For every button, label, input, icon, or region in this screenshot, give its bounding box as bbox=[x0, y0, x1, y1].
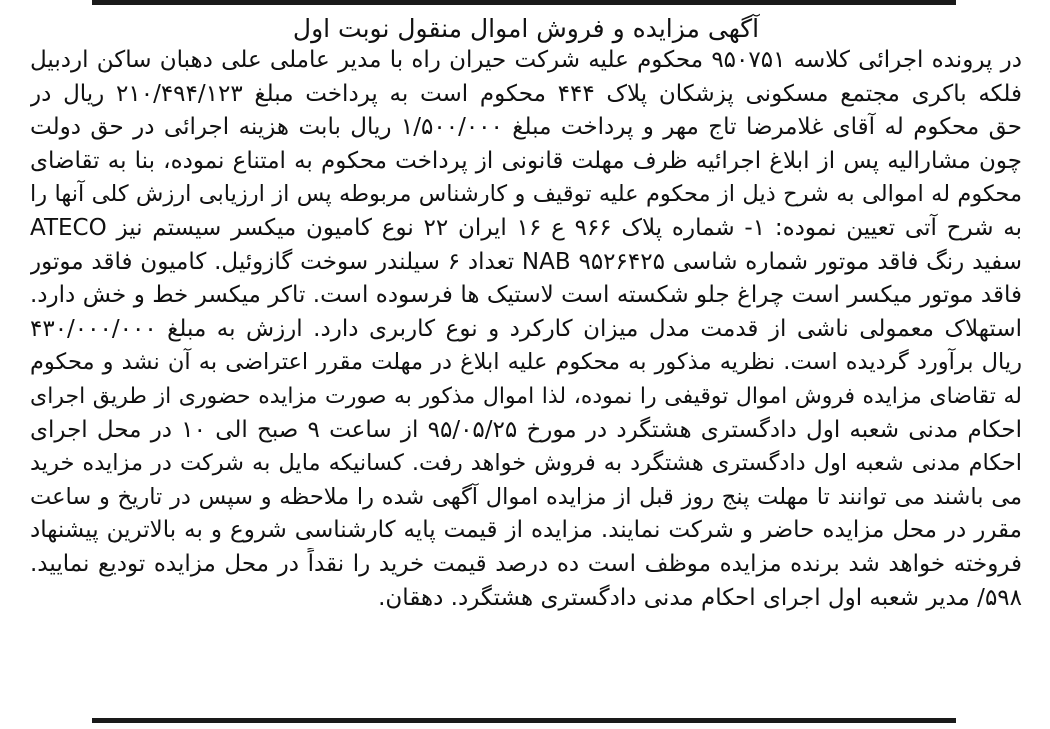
notice-line: احکام مدنی شعبه اول دادگستری هشتگرد به فروش خواهد رفت. کسانیکه مایل به شرکت در مزایده خرید bbox=[30, 450, 1022, 477]
notice-signature-line: ۵۹۸/ مدیر شعبه اول اجرای احکام مدنی دادگستری هشتگرد. دهقان. bbox=[378, 584, 1022, 611]
notice-line: محکوم له اموالی به شرح ذیل از محکوم علیه توقیف و کارشناس مربوطه پس از ارزیابی ارزش کلی آنها را bbox=[30, 181, 1022, 208]
notice-line: چون مشارالیه پس از ابلاغ اجرائیه ظرف مهلت قانونی از پرداخت محکوم به امتناع نموده، بنا به تقاضای bbox=[30, 147, 1022, 174]
notice-line: احکام مدنی شعبه اول دادگستری هشتگرد در مورخ ۹۵/۰۵/۲۵ از ساعت ۹ صبح الی ۱۰ در محل اجرای bbox=[30, 416, 1022, 443]
notice-title: آگهی مزایده و فروش اموال منقول نوبت اول bbox=[292, 14, 760, 43]
notice-line: سفید رنگ فاقد موتور شماره شاسی NAB ۹۵۲۶۴۲۵ تعداد ۶ سیلندر سوخت گازوئیل. کامیون فاقد موتور bbox=[30, 248, 1022, 275]
top-rule bbox=[92, 0, 956, 5]
notice-line: له تقاضای مزایده فروش اموال توقیفی را نموده، لذا اموال مذکور به صورت مزایده حضوری از طریق اجرای bbox=[30, 383, 1022, 409]
notice-line: حق محکوم له آقای غلامرضا تاج مهر و پرداخت مبلغ ۱/۵۰۰/۰۰۰ ریال بابت هزینه اجرائی در حق دولت bbox=[30, 114, 1022, 141]
notice-line: استهلاک معمولی ناشی از قدمت مدل میزان کارکرد و نوع کاربری دارد. ارزش به مبلغ ۴۳۰/۰۰۰/۰۰۰ bbox=[30, 315, 1022, 342]
notice-line: در پرونده اجرائی کلاسه ۹۵۰۷۵۱ محکوم علیه شرکت حیران راه با مدیر عاملی علی دهبان ساکن اردبیل bbox=[30, 47, 1022, 73]
notice-line: به شرح آتی تعیین نموده: ۱- شماره پلاک ۹۶۶ ع ۱۶ ایران ۲۲ نوع کامیون میکسر سیستم نیز ATECO bbox=[30, 214, 1022, 241]
notice-line: فروخته خواهد شد برنده مزایده موظف است ده درصد قیمت خرید را نقداً در محل مزایده تودیع نمایید. bbox=[30, 550, 1022, 577]
notice-body bbox=[30, 44, 1022, 615]
notice-line: فاقد موتور میکسر است چراغ جلو شکسته است لاستیک ها فرسوده است. تاکر میکسر خط و خش دارد. bbox=[30, 282, 1022, 309]
notice-line: مقرر در محل مزایده حاضر و شرکت نمایند. مزایده از قیمت پایه کارشناسی شروع و به بالاترین پیشنهاد bbox=[30, 517, 1022, 544]
notice-line: فلکه باکری مجتمع مسکونی پزشکان پلاک ۴۴۴ محکوم است به پرداخت مبلغ ۲۱۰/۴۹۴/۱۲۳ ریال در bbox=[30, 80, 1022, 107]
bottom-rule bbox=[92, 718, 956, 723]
notice-line: می باشند می توانند تا مهلت پنج روز قبل از مزایده اموال آگهی شده را ملاحظه و سپس در تاریخ و ساعت bbox=[30, 483, 1022, 510]
auction-notice bbox=[30, 14, 1022, 714]
notice-line: ریال برآورد گردیده است. نظریه مذکور به محکوم علیه ابلاغ در مهلت مقرر اعتراضی به آن نشد و محکوم bbox=[30, 349, 1022, 376]
